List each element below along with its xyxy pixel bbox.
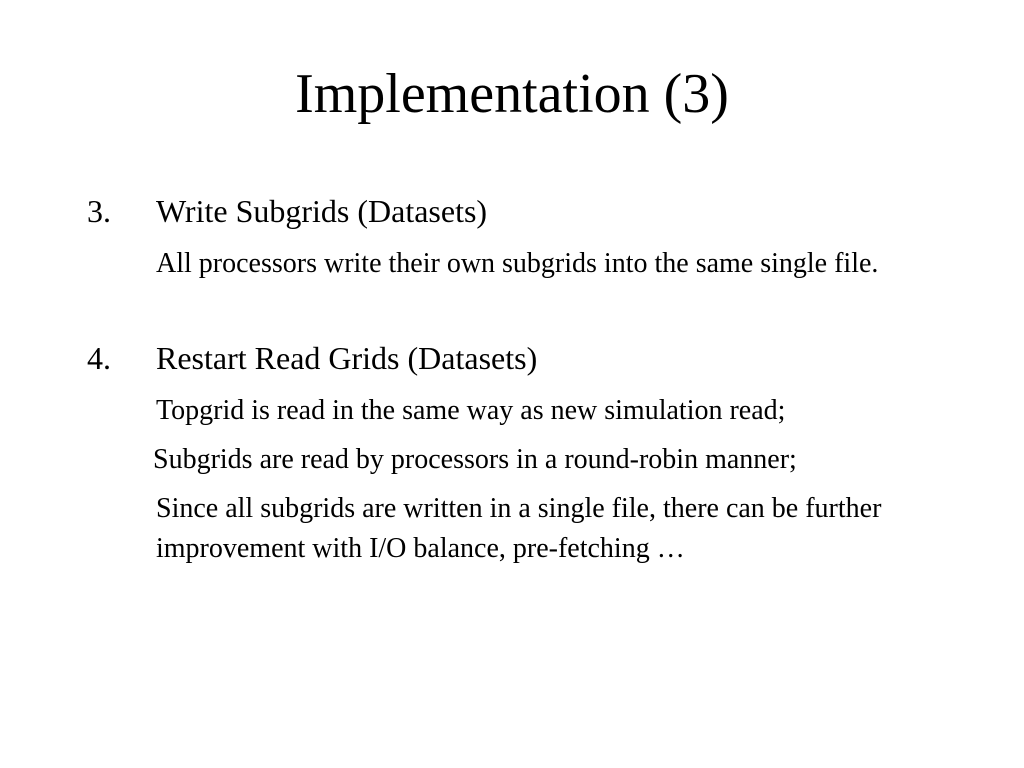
list-item-heading: Restart Read Grids (Datasets) — [156, 340, 538, 376]
slide-title: Implementation (3) — [295, 63, 729, 125]
list-item-number: 3. — [87, 193, 111, 229]
list-item-detail: Subgrids are read by processors in a round-robin manner; — [153, 444, 797, 475]
list-item-number: 4. — [87, 340, 111, 376]
list-item-detail: Since all subgrids are written in a single file, there can be further improvement with I/O balance, pre-fetching … — [156, 493, 882, 564]
list-item-3 — [87, 191, 487, 231]
list-item-detail: All processors write their own subgrids into the same single file. — [156, 248, 879, 279]
list-item-detail: Topgrid is read in the same way as new simulation read; — [156, 395, 786, 426]
list-item-heading: Write Subgrids (Datasets) — [156, 193, 488, 229]
list-item-4 — [87, 338, 537, 378]
